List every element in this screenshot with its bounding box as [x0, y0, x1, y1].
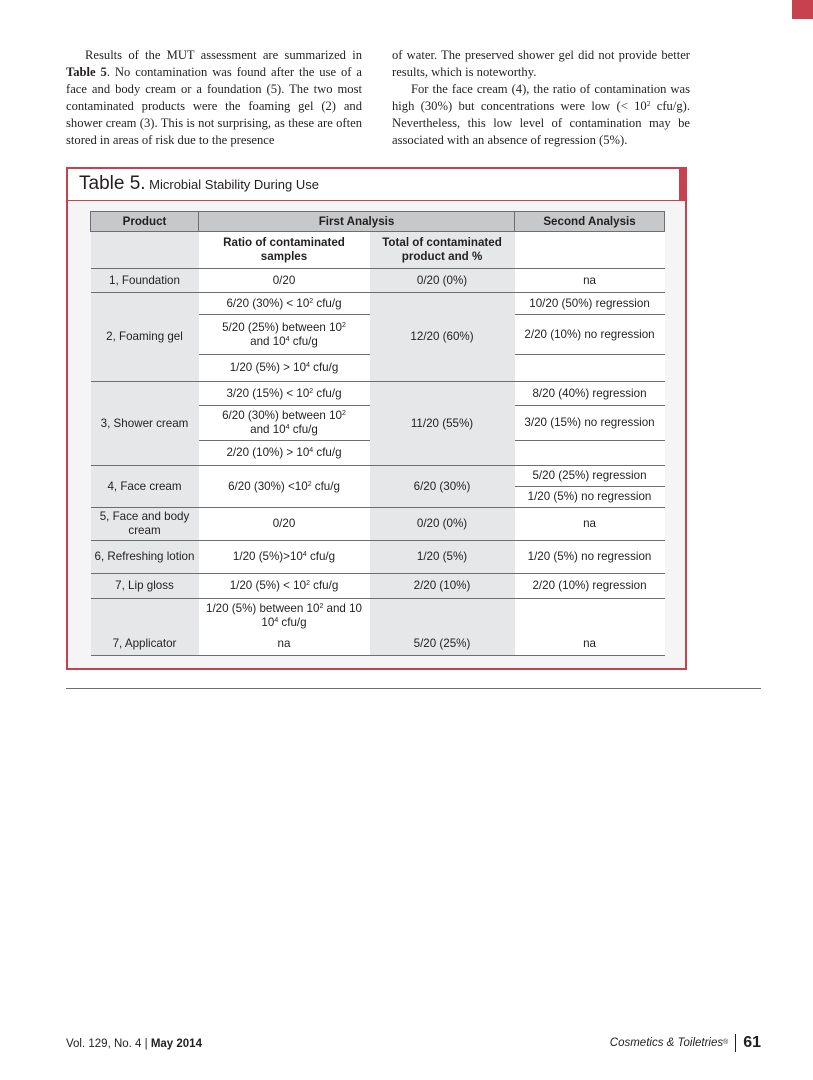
table-subheader-row: [91, 232, 665, 269]
table-row: 7, Applicator na 5/20 (25%) na: [91, 634, 665, 656]
body-column-left: [66, 47, 362, 149]
footer-issue: Vol. 129, No. 4 | May 2014: [66, 1038, 202, 1050]
header-second-analysis: Second Analysis: [515, 212, 665, 232]
table-row: 3, Shower cream 3/20 $(15\%) < 10^2$ cfu/g 11/20 (55%) 8/20 (40%) regression: [91, 382, 665, 406]
page-number: 61: [743, 1034, 761, 1051]
microbial-stability-table: [90, 211, 665, 656]
table-row: 1/20 (5%) no regression: [91, 487, 665, 508]
section-rule: [66, 688, 761, 689]
footer-journal: Cosmetics & Toiletries ® 61: [609, 1034, 761, 1051]
table-row: 6/20 (30%) between $10^2$ and $10^4$ cfu/g 3/20 (15%) no regression: [91, 406, 665, 441]
table-row: 4, Face cream 6/20 $(30\%) <10^2$ cfu/g 6/20 (30%) 5/20 (25%) regression: [91, 466, 665, 487]
body-column-right: [392, 47, 690, 149]
table-header-row: [91, 212, 665, 232]
footer-date: May 2014: [150, 1038, 202, 1050]
table-row: 1/20 (5%) between $10^2$ and 10 $10^4$ cfu/g: [91, 599, 665, 634]
header-ratio: Ratio of contaminated samples: [199, 232, 370, 269]
table-reference: Table 5: [66, 65, 107, 79]
journal-name: Cosmetics & Toiletries: [609, 1037, 724, 1049]
paragraph: Results of the MUT assessment are summarized in Table 5. No contamination was found after the use of a face and body cream or a foundation (5). The two most contaminated products were the foaming gel (2) and shower cream (3). This is not surprising, as these are often stored in areas of risk due to the presence: [66, 48, 362, 147]
table-row: 6, Refreshing lotion 1/20 $(5\%)>10^4$ cfu/g 1/20 (5%) 1/20 (5%) no regression: [91, 541, 665, 574]
table-row: 5/20 (25%) between $10^2$ and $10^4$ cfu/g 2/20 (10%) no regression: [91, 315, 665, 355]
table-row: 2, Foaming gel 6/20 $(30\%) < 10^2$ cfu/g 12/20 (60%) 10/20 (50%) regression: [91, 293, 665, 315]
table-row: 1/20 $(5\%) > 10^4$ cfu/g: [91, 355, 665, 382]
header-product: Product: [91, 212, 199, 232]
table-row: 1, Foundation 0/20 0/20 (0%) na: [91, 269, 665, 293]
table-5-box: [66, 167, 687, 670]
section-tab: [792, 0, 813, 19]
header-total: Total of contaminated product and %: [370, 232, 515, 269]
table-caption: Table 5. Microbial Stability During Use: [79, 173, 319, 194]
table-row: 5, Face and body cream 0/20 0/20 (0%) na: [91, 508, 665, 541]
paragraph: of water. The preserved shower gel did not provide better results, which is noteworthy.: [392, 48, 690, 79]
table-row: 2/20 $(10\%) > 10^4$ cfu/g: [91, 441, 665, 466]
table-row: 7, Lip gloss 1/20 $(5\%) < 10^2$ cfu/g 2/20 (10%) 2/20 (10%) regression: [91, 574, 665, 599]
paragraph: For the face cream (4), the ratio of contamination was high (30%) but concentrations were low (< $10^2$ cfu/g). Nevertheless, this low level of contamination may be associated with an absence of regression (5%).: [392, 82, 690, 147]
table-caption-bar: [68, 169, 685, 201]
caption-accent: [679, 167, 687, 201]
footer-separator: [735, 1034, 736, 1052]
header-first-analysis: First Analysis: [199, 212, 515, 232]
